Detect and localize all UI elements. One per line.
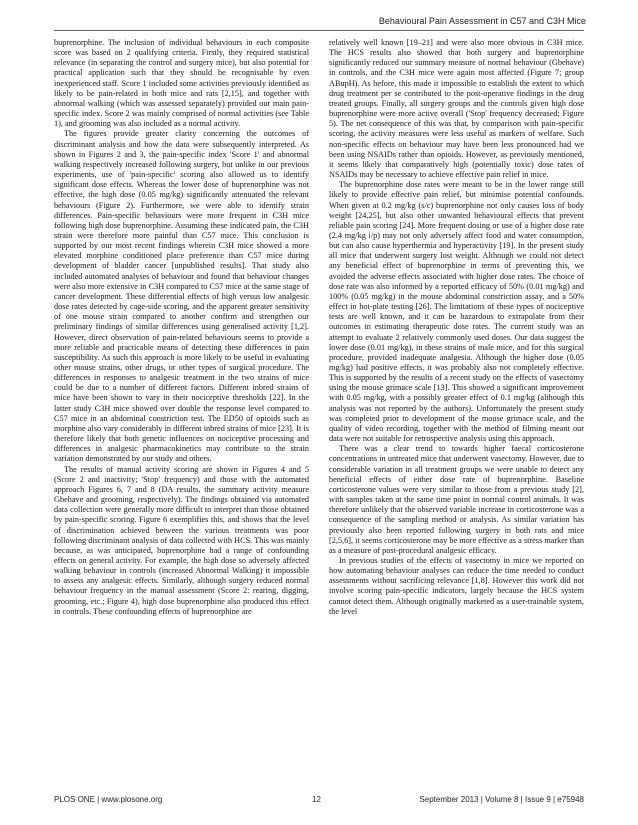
paragraph: The results of manual activity scoring are shown in Figures 4 and 5 (Score 2 and inactivity; 'Stop' frequency) and those with the automated approach Figures 6, 7 and 8 (DA results, the summary activity measure Gbehave and grooming, respectively). The findings obtained via automated data collection were generally more difficult to interpret than those obtained by pain-specific scoring. Figure 6 exemplifies this, and shows that the level of discrimination achieved between the various treatments was poor following discriminant analysis of data collected with HCS. This was mainly because, as was anticipated, buprenorphine had a range of confounding effects on general activity. For example, the high dose so adversely affected walking behaviour in controls (increased Abnormal Walking) it impossible to assess any analgesic effects. Similarly, although surgery reduced normal behaviour frequency in the manual assessment (Score 2: rearing, digging, grooming, etc.; Figure 4), high dose buprenorphine also produced this effect in controls. These confounding effects of buprenorphine are — [54, 464, 309, 616]
page-footer — [54, 795, 584, 807]
journal-url: PLOS ONE | www.plosone.org — [54, 795, 163, 804]
header-rule — [54, 30, 584, 31]
paragraph: In previous studies of the effects of vasectomy in mice we reported on how automating behaviour analyses can reduce the time needed to conduct assessments without sacrificing relevance [1,8]. However this work did not involve scoring pain-specific indicators, largely because the HCS system cannot detect them. Although originally marketed as a user-trainable system, the level — [329, 555, 584, 616]
paragraph: There was a clear trend to towards higher faecal corticosterone concentrations in untreated mice that underwent vasectomy. However, due to considerable variation in all treatment groups we were unable to detect any beneficial effects of either dose rate of buprenorphine. Baseline corticosterone values were very similar to those from a previous study [2], with samples taken at the same time point in normal control animals. It was therefore unlikely that the observed variable increase in corticosterone was a consequence of the sampling method or analysis. As similar variation has previously also been reported following surgery in both rats and mice [2,5,6], it seems corticosterone may be more effective as a stress marker than as a measure of post-procedural analgesic efficacy. — [329, 444, 584, 555]
running-title: Behavioural Pain Assessment in C57 and C3H Mice — [378, 16, 586, 26]
left-text-column — [54, 38, 309, 783]
page-number: 12 — [312, 795, 321, 804]
right-text-column — [329, 38, 584, 783]
paragraph: relatively well known [19–21] and were also more obvious in C3H mice. The HCS results also showed that both surgery and buprenorphine significantly reduced our summary measure of normal behaviour (Gbehave) in controls, and the C3H mice were again most affected (Figure 7; group ABupH). As before, this made it impossible to establish the extent to which drug treatment per se contributed to the post-operative findings in the drug treated groups. Finally, all surgery groups and the controls given high dose buprenorphine were more active overall ('Stop' frequency decreased; Figure 5). The net consequence of this was that, by comparison with pain-specific scoring, the activity measures were less useful as markers of welfare. Such non-specific effects on behaviour may have been less pronounced had we been using NSAIDs rather than opioids. However, as previously mentioned, it seems likely that comparatively high (potentially toxic) dose rates of NSAIDs may be necessary to achieve effective pain relief in mice. — [329, 38, 584, 180]
issue-info: September 2013 | Volume 8 | Issue 9 | e75948 — [419, 795, 584, 804]
paragraph: buprenorphine. The inclusion of individual behaviours in each composite score was based on 2 qualifying criteria. Firstly, they required statistical relevance (in separating the control and surgery mice), but also potential for practical application such that they should be recognisable by even inexperienced staff. Score 1 included some activities previously identified as likely to be pain-related in both mice and rats [2,15], and together with abnormal walking (which was assessed separately) provided our main pain-specific index. Score 2 was mainly comprised of normal activities (see Table 1), and grooming was also included as a normal activity. — [54, 38, 309, 129]
paragraph: The buprenorphine dose rates were meant to be in the lower range still likely to provide effective pain relief, but minimise potential confounds. When given at 0.2 mg/kg (s/c) buprenorphine not only causes loss of body weight [24,25], but also other unwanted behavioural effects that prevent reliable pain scoring [24]. More frequent dosing or use of a higher dose rate (2.4 mg/kg i/p) may not only adversely affect food and water consumption, but can also cause hyperthermia and hyperactivity [19]. In the present study all mice that underwent surgery lost weight. Although we could not detect any beneficial effect of buprenorphine in terms of preventing this, we avoided the adverse effects associated with higher dose rates. The choice of dose rate was also informed by a reported efficacy of 50% (0.01 mg/kg) and 100% (0.05 mg/kg) in the mouse abdominal constriction assay, and a 50% effect in hot-plate testing [26]. The limitations of these types of nociceptive tests are well known, and it can be hazardous to extrapolate from their outcomes in estimating therapeutic dose rates. The current study was an attempt to evaluate 2 relatively commonly used doses. Our data suggest the lower dose (0.01 mg/kg), in these strains of male mice, and for this surgical procedure, provided inadequate analgesia. Although the higher dose (0.05 mg/kg) had positive effects, it was probably also not completely effective. This is supported by the results of a recent study on the effects of vasectomy using the mouse grimace scale [13]. This showed a significant improvement with 0.05 mg/kg, with a possibly greater effect of 0.1 mg/kg (although this analysis was not reported by the authors). Unfortunately the present study was completed prior to development of the mouse grimace scale, and the quality of video recording, together with the method of filming meant our data were not suitable for retrospective analysis using this approach. — [329, 180, 584, 444]
paragraph: The figures provide greater clarity concerning the outcomes of discriminant analysis and how the data were subsequently interpreted. As shown in Figures 2 and 3, the pain-specific index 'Score 1' and abnormal walking respectively increased following surgery, but unlike in our previous experiments, use of 'pain-specific' scoring also allowed us to identify significant dose effects. Whereas the lower dose of buprenorphine was not effective, the high dose (0.05 mg/kg) significantly attenuated the relevant behaviours (Figure 2). Furthermore, we were able to identify strain differences. Pain-specific behaviours were more frequent in C3H mice following high dose buprenorphine. Assuming these indicated pain, the C3H strain were therefore more painful than C57 mice. This conclusion is supported by our most recent findings wherein C3H mice showed a more elevated morphine conditioned place preference than C57 mice during development of bladder cancer [unpublished results]. That study also included automated analyses of behaviour and found that behaviour changes were also more extensive in C3H compared to C57 mice at the same stage of cancer development. These differential effects of high versus low analgesic dose rates detected by cage-side scoring, and the apparent greater sensitivity of one mouse strain compared to another confirm and strengthen our preliminary findings of similar differences using generalised activity [1,2]. However, direct observation of pain-related behaviours seems to provide a more reliable and practicable means of detecting these differences in pain susceptibility. As such this approach is more likely to be useful in evaluating other mouse strains, other drugs, or other types of surgical procedure. The differences in responses to analgesic treatment in the two strains of mice could be due to a number of different factors. Different inbred strains of mice have been shown to vary in their nociceptive thresholds [22]. In the latter study C3H mice showed over double the response level compared to C57 mice in an abdominal constriction test. The ED50 of opioids such as morphine also vary considerably in different inbred strains of mice [23]. It is therefore likely that both genetic influences on nociceptive processing and differences in analgesic pharmacokinetics may contribute to the strain variation demonstrated by our study and others. — [54, 129, 309, 464]
